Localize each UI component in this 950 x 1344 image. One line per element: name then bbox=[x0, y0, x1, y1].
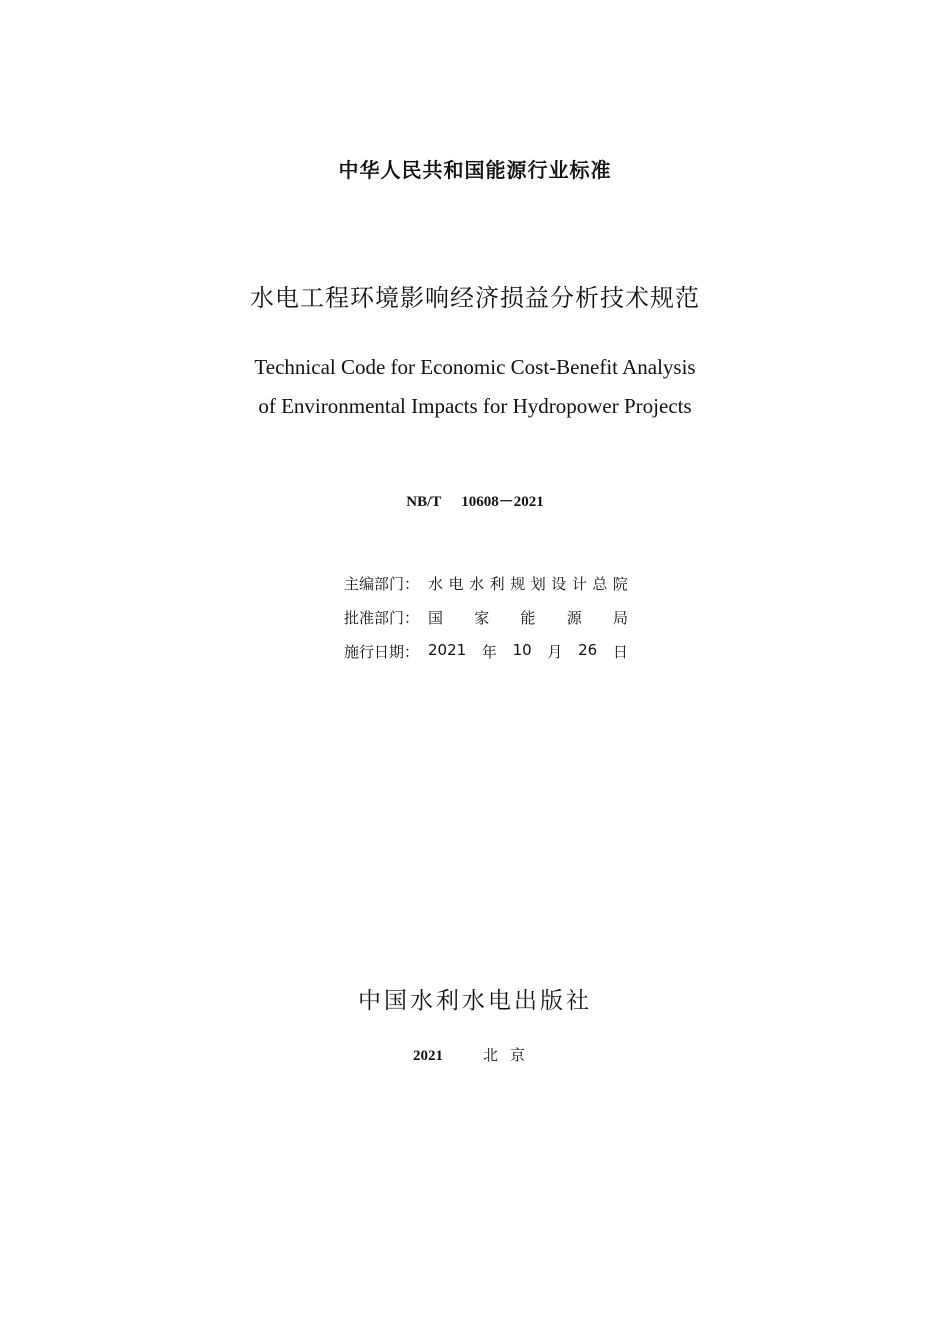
date-day-unit: 日 bbox=[612, 642, 628, 661]
editor-value: 水 电 水 利 规 划 设 计 总 院 bbox=[428, 574, 628, 593]
date-year: 2021 bbox=[428, 640, 467, 659]
approver-label: 批准部门： bbox=[344, 608, 420, 627]
title-chinese: 水电工程环境影响经济损益分析技术规范 bbox=[250, 284, 700, 312]
publication-place bbox=[0, 1044, 950, 1065]
date-day: 26 bbox=[578, 640, 598, 659]
title-english bbox=[0, 348, 950, 426]
date-row bbox=[344, 634, 628, 668]
publisher-name: 中国水利水电出版社 bbox=[358, 988, 592, 1014]
publication-city: 北京 bbox=[482, 1046, 537, 1064]
standard-code bbox=[0, 490, 950, 511]
date-label: 施行日期： bbox=[344, 642, 420, 661]
editor-label: 主编部门： bbox=[344, 574, 420, 593]
title-english-line-2: of Environmental Impacts for Hydropower Projects bbox=[258, 394, 692, 418]
standard-prefix: NB/T bbox=[406, 494, 442, 510]
date-month: 10 bbox=[512, 640, 532, 659]
approver-value: 国 家 能 源 局 bbox=[428, 608, 628, 627]
approver-row bbox=[344, 600, 628, 634]
standard-number: 10608－2021 bbox=[461, 494, 544, 510]
industry-standard-heading: 中华人民共和国能源行业标准 bbox=[338, 158, 612, 182]
date-year-unit: 年 bbox=[481, 642, 497, 661]
date-month-unit: 月 bbox=[547, 642, 563, 661]
date-value bbox=[428, 641, 628, 662]
publication-year: 2021 bbox=[412, 1048, 443, 1064]
editor-row bbox=[344, 566, 628, 600]
title-english-line-1: Technical Code for Economic Cost-Benefit Analysis bbox=[254, 355, 696, 379]
standard-metadata bbox=[344, 566, 628, 668]
